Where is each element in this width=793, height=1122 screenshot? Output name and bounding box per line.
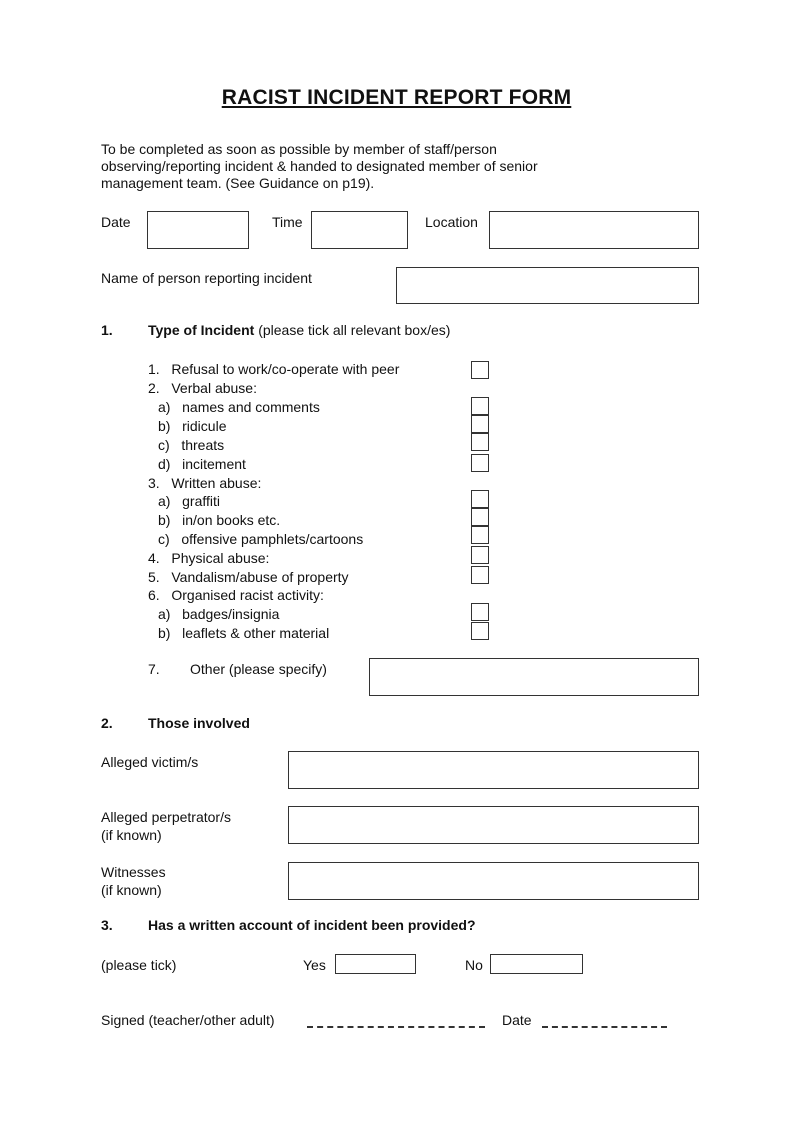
other-field[interactable]: [369, 658, 699, 696]
perpetrator-field[interactable]: [288, 806, 699, 844]
checkbox-vandalism[interactable]: [471, 566, 489, 584]
time-label: Time: [272, 214, 303, 230]
please-tick-label: (please tick): [101, 957, 177, 973]
witnesses-field[interactable]: [288, 862, 699, 900]
location-field[interactable]: [489, 211, 699, 249]
checkbox-leaflets[interactable]: [471, 622, 489, 640]
checkbox-pamphlets[interactable]: [471, 526, 489, 544]
form-title: RACIST INCIDENT REPORT FORM: [221, 86, 572, 109]
checkbox-ridicule[interactable]: [471, 415, 489, 433]
reporter-label: Name of person reporting incident: [101, 270, 312, 286]
list-item: c) offensive pamphlets/cartoons: [158, 531, 364, 547]
perpetrator-label: Alleged perpetrator/s: [101, 809, 231, 825]
date-label: Date: [101, 214, 131, 230]
section1-heading: [148, 322, 450, 338]
signed-label: Signed (teacher/other adult): [101, 1012, 275, 1028]
list-item: 2. Verbal abuse:: [148, 380, 257, 396]
signature-date-line[interactable]: [542, 1026, 667, 1028]
other-number: 7.: [148, 661, 160, 677]
yes-label: Yes: [303, 957, 326, 973]
list-item: a) badges/insignia: [158, 606, 280, 622]
checkbox-threats[interactable]: [471, 433, 489, 451]
victim-field[interactable]: [288, 751, 699, 789]
list-item: b) in/on books etc.: [158, 512, 281, 528]
list-item: b) ridicule: [158, 418, 227, 434]
intro-line: observing/reporting incident & handed to designated member of senior: [101, 158, 538, 174]
checkbox-graffiti[interactable]: [471, 490, 489, 508]
checkbox-names-comments[interactable]: [471, 397, 489, 415]
section1-note: (please tick all relevant box/es): [254, 322, 451, 338]
checkbox-badges[interactable]: [471, 603, 489, 621]
other-label: Other (please specify): [190, 661, 327, 677]
victim-label: Alleged victim/s: [101, 754, 199, 770]
witnesses-label: Witnesses: [101, 864, 166, 880]
intro-text: [101, 141, 621, 192]
checkbox-refusal[interactable]: [471, 361, 489, 379]
witnesses-note: (if known): [101, 882, 162, 898]
section2-number: 2.: [101, 715, 113, 731]
yes-field[interactable]: [335, 954, 416, 974]
signature-date-label: Date: [502, 1012, 532, 1028]
list-item: c) threats: [158, 437, 225, 453]
list-item: 6. Organised racist activity:: [148, 587, 324, 603]
list-item: 5. Vandalism/abuse of property: [148, 569, 349, 585]
section1-number: 1.: [101, 322, 113, 338]
signature-line[interactable]: [307, 1026, 485, 1028]
perpetrator-note: (if known): [101, 827, 162, 843]
list-item: a) names and comments: [158, 399, 320, 415]
no-field[interactable]: [490, 954, 583, 974]
list-item: 4. Physical abuse:: [148, 550, 270, 566]
date-field[interactable]: [147, 211, 249, 249]
list-item: a) graffiti: [158, 493, 220, 509]
section3-number: 3.: [101, 917, 113, 933]
list-item: b) leaflets & other material: [158, 625, 330, 641]
reporter-field[interactable]: [396, 267, 699, 304]
section3-heading: Has a written account of incident been provided?: [148, 917, 476, 933]
location-label: Location: [425, 214, 478, 230]
list-item: 1. Refusal to work/co-operate with peer: [148, 361, 400, 377]
checkbox-incitement[interactable]: [471, 454, 489, 472]
intro-line: To be completed as soon as possible by member of staff/person: [101, 141, 497, 157]
list-item: 3. Written abuse:: [148, 475, 262, 491]
list-item: d) incitement: [158, 456, 246, 472]
checkbox-physical[interactable]: [471, 546, 489, 564]
no-label: No: [465, 957, 483, 973]
section2-heading: Those involved: [148, 715, 250, 731]
time-field[interactable]: [311, 211, 408, 249]
section1-title: Type of Incident: [148, 322, 255, 338]
intro-line: management team. (See Guidance on p19).: [101, 175, 375, 191]
checkbox-books[interactable]: [471, 508, 489, 526]
